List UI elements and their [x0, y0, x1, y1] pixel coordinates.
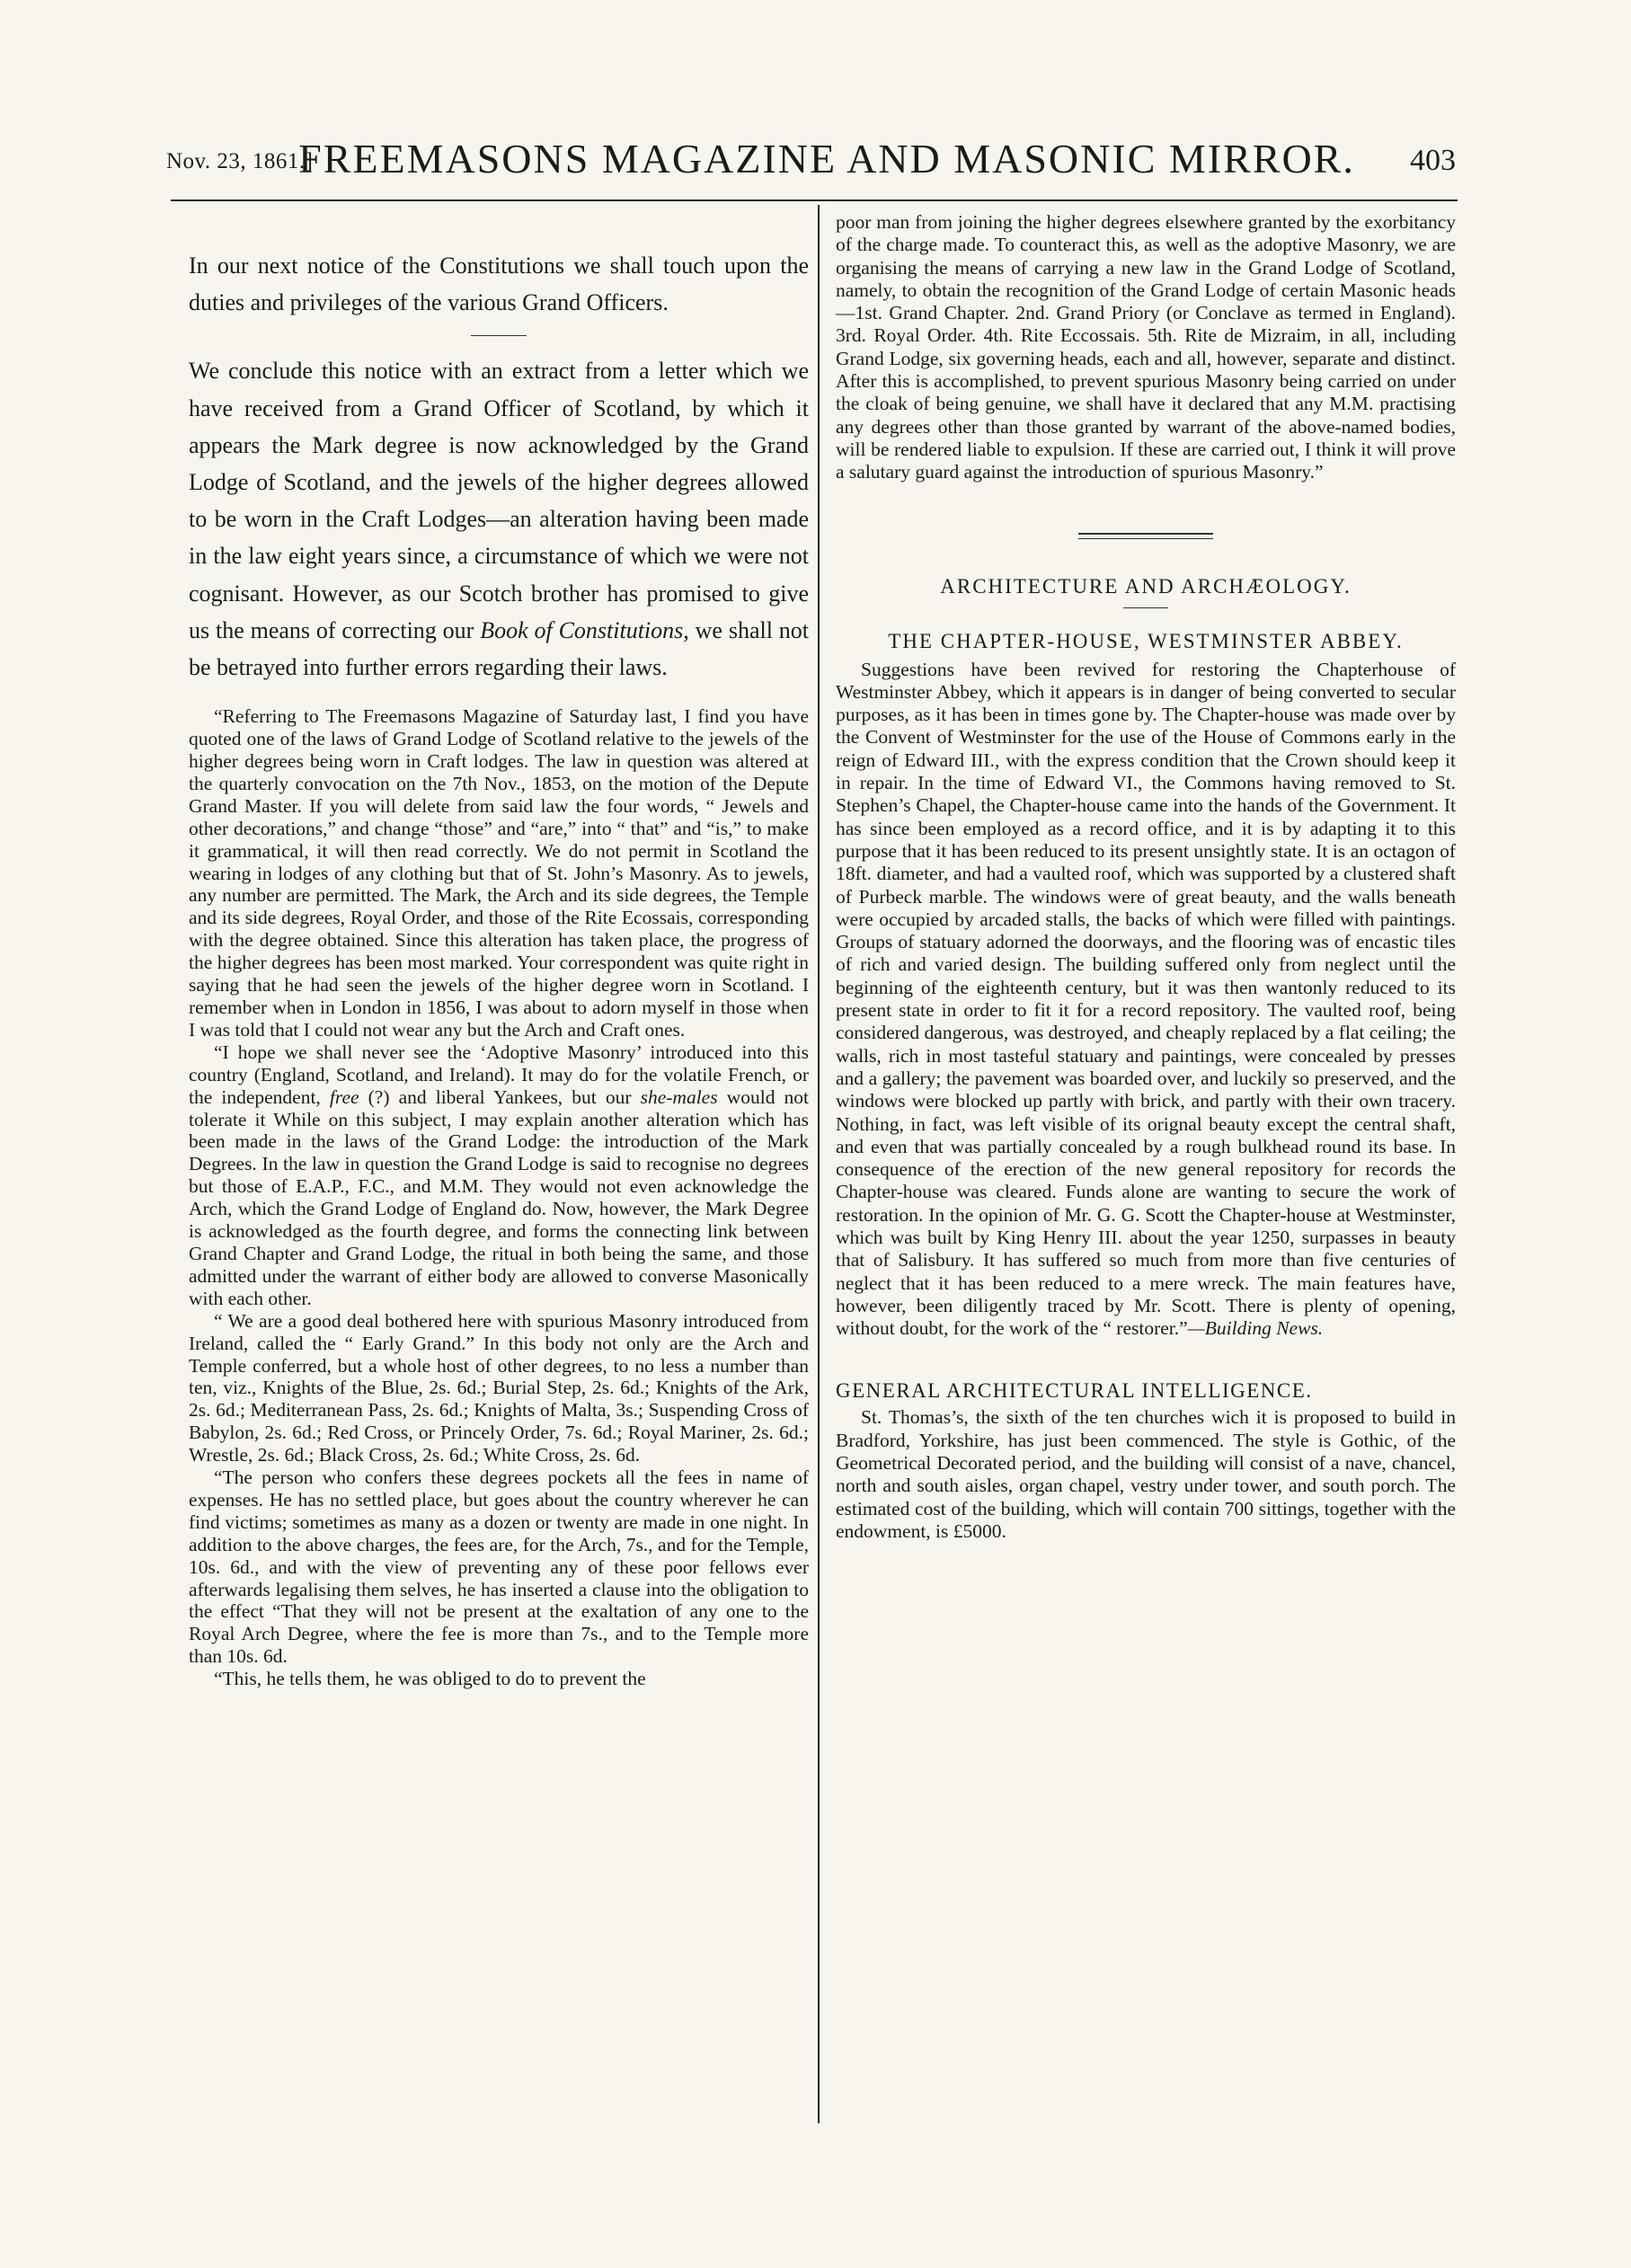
letter-paragraph: “ We are a good deal bothered here with spurious Masonry introduced from Ireland, called the “ Early Grand.” In this body not only are the Arch and Temple conferred, but a whole host of other degrees, to no less a number than ten, viz., Knights of the Blue, 2s. 6d.; Burial Step, 2s. 6d.; Knights of the Ark, 2s. 6d.; Mediterranean Pass, 2s. 6d.; Knights of Malta, 3s.; Suspending Cross of Babylon, 2s. 6d.; Red Cross, or Princely Order, 7s. 6d.; Royal Mariner, 2s. 6d.; Wrestle, 2s. 6d.; Black Cross, 2s. 6d.; White Cross, 2s. 6d.: [189, 1309, 809, 1466]
editorial-block: [189, 247, 809, 686]
column-divider: [818, 205, 820, 2123]
letter-paragraph: “This, he tells them, he was obliged to do to prevent the: [214, 1668, 646, 1690]
issue-date: Nov. 23, 1861.]: [166, 149, 314, 173]
page-header: [166, 135, 1456, 189]
conclude-paragraph: We conclude this notice with an extract from a letter which we have received from a Grand Officer of Scotland, by which it appears the Mark degree is now acknowledged by the Grand Lodge of Scotland, and the jewels of the higher degrees allowed to be worn in the Craft Lodges—an alteration having been made in the law eight years since, a circumstance of which we were not cognisant. However, as our Scotch brother has promised to give us the means of correcting our Book of Constitutions, we shall not be betrayed into further errors regarding their laws.: [189, 358, 810, 681]
section-rule: [471, 335, 527, 336]
article-body: Suggestions have been revived for restoring the Chapterhouse of Westminster Abbey, which it appears is in danger of being converted to secular purposes, as it has been in times gone by. The Chapter-house was made over by the Convent of Westminster for the use of the House of Commons early in the reign of Edward III., with the express condition that the Crown should keep it in repair. In the time of Edward VI., the Commons having removed to St. Stephen’s Chapel, the Chapter-house came into the hands of the Government. It has since been employed as a record office, and it is by adapting it to this purpose that it has been reduced to its present unsightly state. It is an octagon of 18ft. diameter, and had a vaulted roof, which was supported by a clustered shaft of Purbeck marble. The windows were of great beauty, and the walls beneath were occupied by arcaded stalls, the backs of which were filled with paintings. Groups of statuary adorned the doorways, and the flooring was of encastic tiles of rich and varied design. The building suffered only from neglect until the beginning of the eighteenth century, but it was then wantonly reduced to its present state in order to fit it for a record repository. The vaulted roof, being considered dangerous, was destroyed, and cheaply replaced by a flat ceiling; the walls, rich in most tasteful statuary and paintings, were concealed by presses and a gallery; the pavement was boarded over, and luckily so preserved, and the windows were blocked up partly with brick, and partly with their own tracery. Nothing, in fact, was left visible of its orignal beauty except the central shaft, and even that was partially concealed by a rough bulkhead round its base. In consequence of the erection of the new general repository for records the Chapter-house was cleared. Funds alone are wanting to secure the work of restoration. In the opinion of Mr. G. G. Scott the Chapter-house at Westminster, which was built by King Henry III. about the year 1250, surpasses in beauty that of Salisbury. It has suffered so much from more than five centuries of neglect that it has been reduced to a mere wreck. The main features have, however, been diligently traced by Mr. Scott. There is plenty of opening, without doubt, for the work of the “ restorer.”—Building News.: [836, 658, 1456, 1340]
article-title: GENERAL ARCHITECTURAL INTELLIGENCE.: [836, 1379, 1313, 1403]
right-column: [836, 211, 1456, 1543]
title-rule: [1123, 607, 1168, 608]
letter-extract: [189, 705, 809, 1690]
double-rule: [1078, 533, 1213, 539]
letter-continuation: poor man from joining the higher degrees elsewhere granted by the exorbitancy of the charge made. To counteract this, as well as the adoptive Masonry, we are organising the means of carrying a new law in the Grand Lodge of Scotland, namely, to obtain the recognition of the Grand Lodge of certain Masonic heads—1st. Grand Chapter. 2nd. Grand Priory (or Conclave as termed in England). 3rd. Royal Order. 4th. Rite Eccossais. 5th. Rite de Mizraim, in all, including Grand Lodge, six governing heads, each and all, however, separate and distinct. After this is accomplished, to prevent spurious Masonry being carried on under the cloak of being genuine, we shall have it declared that any M.M. practising any degrees other than those granted by warrant of the above-named bodies, will be rendered liable to expulsion. If these are carried out, I think it will prove a salutary guard against the introduction of spurious Masonry.”: [836, 211, 1456, 483]
section-title: ARCHITECTURE AND ARCHÆOLOGY.: [940, 574, 1352, 598]
letter-paragraph: “The person who confers these degrees pockets all the fees in name of expenses. He has no settled place, but goes about the country wherever he can find victims; sometimes as many as a dozen or twenty are made in one night. In addition to the above charges, the fees are, for the Arch, 7s., and for the Temple, 10s. 6d., and with the view of preventing any of these poor fellows ever afterwards legalising them selves, he has inserted a clause into the obligation to the effect “That they will not be present at the exaltation of any one to the Royal Arch Degree, where the fee is more than 7s., and to the Temple more than 10s. 6d.: [189, 1466, 809, 1668]
article-title: THE CHAPTER-HOUSE, WESTMINSTER ABBEY.: [888, 629, 1404, 652]
masthead-title: FREEMASONS MAGAZINE AND MASONIC MIRROR.: [298, 136, 1355, 182]
letter-paragraph: “I hope we shall never see the ‘Adoptive Masonry’ introduced into this country (England, Scotland, and Ireland). It may do for the volatile French, or the independent, free (?) and liberal Yankees, but our she-males would not tolerate it While on this subject, I may explain another alteration which has been made in the laws of the Grand Lodge: the introduction of the Mark Degrees. In the law in question the Grand Lodge is said to recognise no degrees but those of E.A.P., F.C., and M.M. They would not even acknowledge the Arch, which the Grand Lodge of England do. Now, however, the Mark Degree is acknowledged as the fourth degree, and forms the connecting link between Grand Chapter and Grand Lodge, the ritual in both being the same, and those admitted under the warrant of either body are allowed to converse Masonically with each other.: [189, 1041, 810, 1309]
article-body: St. Thomas’s, the sixth of the ten churches wich it is proposed to build in Bradford, Yorkshire, has just been commenced. The style is Gothic, of the Geometrical Decorated period, and the building will consist of a nave, chancel, north and south aisles, organ chapel, vestry under tower, and south porch. The estimated cost of the building, which will contain 700 sittings, together with the endowment, is £5000.: [836, 1406, 1456, 1542]
header-rule: [171, 199, 1458, 201]
left-column: [189, 247, 809, 1690]
intro-paragraph: In our next notice of the Constitutions we shall touch upon the duties and privileges of the various Grand Officers.: [189, 252, 809, 316]
page-number: 403: [1410, 144, 1456, 177]
letter-paragraph: “Referring to The Freemasons Magazine of Saturday last, I find you have quoted one of the laws of Grand Lodge of Scotland relative to the jewels of the higher degrees being worn in Craft lodges. The law in question was altered at the quarterly convocation on the 7th Nov., 1853, on the motion of the Depute Grand Master. If you will delete from said law the four words, “ Jewels and other decorations,” and change “those” and “are,” into “ that” and “is,” to make it grammatical, it will then read correctly. We do not permit in Scotland the wearing in lodges of any clothing but that of St. John’s Masonry. As to jewels, any number are permitted. The Mark, the Arch and its side degrees, the Temple and its side degrees, Royal Order, and those of the Rite Ecossais, corresponding with the degree obtained. Since this alteration has taken place, the progress of the higher degrees has been most marked. Your correspondent was quite right in saying that he had seen the jewels of the higher degree worn in Scotland. I remember when in London in 1856, I was about to adorn myself in those when I was told that I could not wear any but the Arch and Craft ones.: [189, 705, 809, 1041]
